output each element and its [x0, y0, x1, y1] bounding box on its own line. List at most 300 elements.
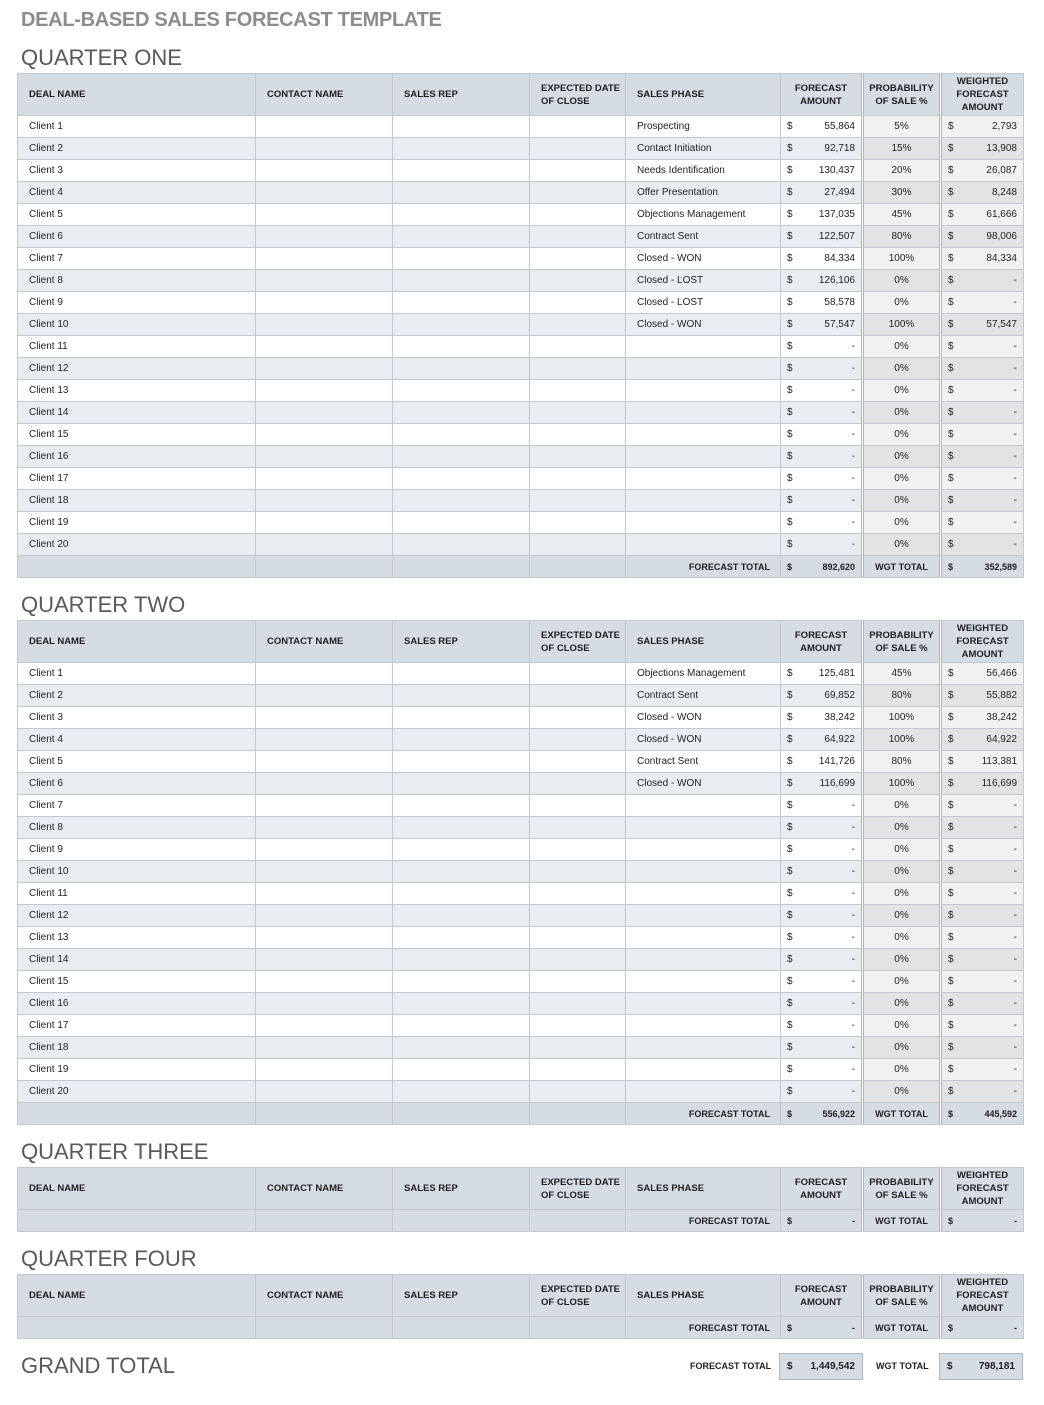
weighted-forecast-cell[interactable] [941, 751, 1024, 773]
probability-cell[interactable]: 100% [863, 773, 941, 795]
sales-phase-cell[interactable]: Objections Management [626, 204, 781, 226]
contact-name-cell[interactable] [256, 751, 393, 773]
sales-phase-cell[interactable]: Closed - WON [626, 729, 781, 751]
expected-date-cell[interactable] [530, 839, 626, 861]
sales-phase-cell[interactable] [626, 971, 781, 993]
weighted-forecast-cell[interactable] [941, 883, 1024, 905]
deal-name-cell[interactable]: Client 12 [18, 358, 256, 380]
forecast-amount-cell[interactable] [781, 993, 863, 1015]
deal-name-cell[interactable]: Client 17 [18, 1015, 256, 1037]
forecast-amount-cell[interactable] [781, 270, 863, 292]
deal-name-cell[interactable]: Client 11 [18, 336, 256, 358]
forecast-total-cell[interactable] [781, 1210, 863, 1232]
expected-date-cell[interactable] [530, 795, 626, 817]
forecast-amount-cell[interactable] [781, 971, 863, 993]
sales-phase-cell[interactable] [626, 795, 781, 817]
expected-date-cell[interactable] [530, 160, 626, 182]
contact-name-cell[interactable] [256, 160, 393, 182]
deal-name-cell[interactable]: Client 18 [18, 490, 256, 512]
contact-name-cell[interactable] [256, 380, 393, 402]
probability-cell[interactable]: 0% [863, 1059, 941, 1081]
expected-date-cell[interactable] [530, 270, 626, 292]
sales-phase-cell[interactable] [626, 1081, 781, 1103]
deal-name-cell[interactable]: Client 19 [18, 1059, 256, 1081]
probability-cell[interactable]: 45% [863, 204, 941, 226]
sales-rep-cell[interactable] [393, 1059, 530, 1081]
weighted-forecast-cell[interactable] [941, 949, 1024, 971]
sales-phase-cell[interactable] [626, 1015, 781, 1037]
contact-name-cell[interactable] [256, 116, 393, 138]
weighted-forecast-cell[interactable] [941, 839, 1024, 861]
forecast-amount-cell[interactable] [781, 468, 863, 490]
expected-date-cell[interactable] [530, 380, 626, 402]
expected-date-cell[interactable] [530, 204, 626, 226]
contact-name-cell[interactable] [256, 358, 393, 380]
sales-phase-cell[interactable]: Closed - LOST [626, 292, 781, 314]
expected-date-cell[interactable] [530, 446, 626, 468]
probability-cell[interactable]: 0% [863, 402, 941, 424]
weighted-forecast-cell[interactable] [941, 358, 1024, 380]
probability-cell[interactable]: 0% [863, 927, 941, 949]
probability-cell[interactable]: 0% [863, 380, 941, 402]
sales-rep-cell[interactable] [393, 182, 530, 204]
weighted-forecast-cell[interactable] [941, 490, 1024, 512]
grand-wgt-total-cell[interactable] [939, 1353, 1023, 1380]
expected-date-cell[interactable] [530, 116, 626, 138]
sales-phase-cell[interactable] [626, 468, 781, 490]
expected-date-cell[interactable] [530, 248, 626, 270]
contact-name-cell[interactable] [256, 270, 393, 292]
expected-date-cell[interactable] [530, 1015, 626, 1037]
sales-rep-cell[interactable] [393, 314, 530, 336]
sales-phase-cell[interactable] [626, 905, 781, 927]
sales-rep-cell[interactable] [393, 424, 530, 446]
contact-name-cell[interactable] [256, 424, 393, 446]
sales-rep-cell[interactable] [393, 993, 530, 1015]
sales-phase-cell[interactable] [626, 358, 781, 380]
sales-rep-cell[interactable] [393, 490, 530, 512]
probability-cell[interactable]: 0% [863, 512, 941, 534]
deal-name-cell[interactable]: Client 5 [18, 751, 256, 773]
deal-name-cell[interactable]: Client 19 [18, 512, 256, 534]
forecast-amount-cell[interactable] [781, 534, 863, 556]
contact-name-cell[interactable] [256, 905, 393, 927]
wgt-total-cell[interactable] [941, 1317, 1024, 1339]
sales-rep-cell[interactable] [393, 1037, 530, 1059]
weighted-forecast-cell[interactable] [941, 685, 1024, 707]
weighted-forecast-cell[interactable] [941, 292, 1024, 314]
probability-cell[interactable]: 15% [863, 138, 941, 160]
sales-phase-cell[interactable] [626, 993, 781, 1015]
sales-phase-cell[interactable]: Closed - WON [626, 248, 781, 270]
forecast-amount-cell[interactable] [781, 248, 863, 270]
sales-phase-cell[interactable]: Closed - LOST [626, 270, 781, 292]
contact-name-cell[interactable] [256, 512, 393, 534]
sales-phase-cell[interactable]: Offer Presentation [626, 182, 781, 204]
contact-name-cell[interactable] [256, 314, 393, 336]
sales-rep-cell[interactable] [393, 971, 530, 993]
forecast-amount-cell[interactable] [781, 949, 863, 971]
probability-cell[interactable]: 100% [863, 707, 941, 729]
expected-date-cell[interactable] [530, 468, 626, 490]
grand-forecast-total-cell[interactable] [779, 1353, 863, 1380]
deal-name-cell[interactable]: Client 20 [18, 1081, 256, 1103]
sales-rep-cell[interactable] [393, 270, 530, 292]
deal-name-cell[interactable]: Client 2 [18, 138, 256, 160]
weighted-forecast-cell[interactable] [941, 729, 1024, 751]
forecast-amount-cell[interactable] [781, 861, 863, 883]
deal-name-cell[interactable]: Client 7 [18, 248, 256, 270]
forecast-amount-cell[interactable] [781, 883, 863, 905]
contact-name-cell[interactable] [256, 402, 393, 424]
sales-rep-cell[interactable] [393, 512, 530, 534]
probability-cell[interactable]: 0% [863, 993, 941, 1015]
forecast-amount-cell[interactable] [781, 182, 863, 204]
sales-phase-cell[interactable] [626, 1037, 781, 1059]
weighted-forecast-cell[interactable] [941, 795, 1024, 817]
contact-name-cell[interactable] [256, 468, 393, 490]
expected-date-cell[interactable] [530, 1081, 626, 1103]
probability-cell[interactable]: 5% [863, 116, 941, 138]
sales-phase-cell[interactable] [626, 1059, 781, 1081]
probability-cell[interactable]: 0% [863, 795, 941, 817]
expected-date-cell[interactable] [530, 905, 626, 927]
deal-name-cell[interactable]: Client 13 [18, 380, 256, 402]
expected-date-cell[interactable] [530, 1059, 626, 1081]
contact-name-cell[interactable] [256, 861, 393, 883]
forecast-amount-cell[interactable] [781, 424, 863, 446]
contact-name-cell[interactable] [256, 182, 393, 204]
sales-phase-cell[interactable]: Contact Initiation [626, 138, 781, 160]
deal-name-cell[interactable]: Client 14 [18, 402, 256, 424]
sales-rep-cell[interactable] [393, 839, 530, 861]
sales-rep-cell[interactable] [393, 336, 530, 358]
weighted-forecast-cell[interactable] [941, 993, 1024, 1015]
sales-phase-cell[interactable] [626, 490, 781, 512]
forecast-amount-cell[interactable] [781, 380, 863, 402]
contact-name-cell[interactable] [256, 773, 393, 795]
probability-cell[interactable]: 0% [863, 424, 941, 446]
probability-cell[interactable]: 0% [863, 861, 941, 883]
expected-date-cell[interactable] [530, 707, 626, 729]
sales-rep-cell[interactable] [393, 729, 530, 751]
probability-cell[interactable]: 0% [863, 1081, 941, 1103]
deal-name-cell[interactable]: Client 1 [18, 116, 256, 138]
sales-phase-cell[interactable] [626, 949, 781, 971]
weighted-forecast-cell[interactable] [941, 226, 1024, 248]
weighted-forecast-cell[interactable] [941, 905, 1024, 927]
expected-date-cell[interactable] [530, 949, 626, 971]
sales-phase-cell[interactable] [626, 380, 781, 402]
deal-name-cell[interactable]: Client 11 [18, 883, 256, 905]
probability-cell[interactable]: 0% [863, 1037, 941, 1059]
forecast-amount-cell[interactable] [781, 292, 863, 314]
forecast-amount-cell[interactable] [781, 773, 863, 795]
sales-rep-cell[interactable] [393, 861, 530, 883]
expected-date-cell[interactable] [530, 663, 626, 685]
deal-name-cell[interactable]: Client 12 [18, 905, 256, 927]
expected-date-cell[interactable] [530, 402, 626, 424]
probability-cell[interactable]: 0% [863, 490, 941, 512]
forecast-amount-cell[interactable] [781, 663, 863, 685]
sales-rep-cell[interactable] [393, 949, 530, 971]
expected-date-cell[interactable] [530, 883, 626, 905]
sales-phase-cell[interactable] [626, 861, 781, 883]
forecast-amount-cell[interactable] [781, 1037, 863, 1059]
probability-cell[interactable]: 30% [863, 182, 941, 204]
weighted-forecast-cell[interactable] [941, 927, 1024, 949]
probability-cell[interactable]: 100% [863, 314, 941, 336]
sales-rep-cell[interactable] [393, 534, 530, 556]
deal-name-cell[interactable]: Client 1 [18, 663, 256, 685]
sales-rep-cell[interactable] [393, 402, 530, 424]
forecast-amount-cell[interactable] [781, 839, 863, 861]
expected-date-cell[interactable] [530, 817, 626, 839]
weighted-forecast-cell[interactable] [941, 402, 1024, 424]
forecast-amount-cell[interactable] [781, 817, 863, 839]
sales-phase-cell[interactable]: Prospecting [626, 116, 781, 138]
weighted-forecast-cell[interactable] [941, 773, 1024, 795]
sales-phase-cell[interactable] [626, 839, 781, 861]
sales-rep-cell[interactable] [393, 468, 530, 490]
forecast-amount-cell[interactable] [781, 336, 863, 358]
deal-name-cell[interactable]: Client 15 [18, 971, 256, 993]
sales-rep-cell[interactable] [393, 817, 530, 839]
deal-name-cell[interactable]: Client 17 [18, 468, 256, 490]
wgt-total-cell[interactable] [941, 1103, 1024, 1125]
contact-name-cell[interactable] [256, 248, 393, 270]
sales-rep-cell[interactable] [393, 248, 530, 270]
sales-rep-cell[interactable] [393, 927, 530, 949]
contact-name-cell[interactable] [256, 226, 393, 248]
expected-date-cell[interactable] [530, 226, 626, 248]
expected-date-cell[interactable] [530, 358, 626, 380]
probability-cell[interactable]: 0% [863, 446, 941, 468]
deal-name-cell[interactable]: Client 2 [18, 685, 256, 707]
contact-name-cell[interactable] [256, 138, 393, 160]
sales-rep-cell[interactable] [393, 160, 530, 182]
forecast-amount-cell[interactable] [781, 751, 863, 773]
probability-cell[interactable]: 80% [863, 226, 941, 248]
expected-date-cell[interactable] [530, 1037, 626, 1059]
contact-name-cell[interactable] [256, 795, 393, 817]
weighted-forecast-cell[interactable] [941, 1037, 1024, 1059]
forecast-amount-cell[interactable] [781, 729, 863, 751]
contact-name-cell[interactable] [256, 1037, 393, 1059]
sales-phase-cell[interactable]: Contract Sent [626, 685, 781, 707]
contact-name-cell[interactable] [256, 490, 393, 512]
contact-name-cell[interactable] [256, 729, 393, 751]
deal-name-cell[interactable]: Client 3 [18, 160, 256, 182]
probability-cell[interactable]: 45% [863, 663, 941, 685]
sales-rep-cell[interactable] [393, 663, 530, 685]
sales-phase-cell[interactable]: Objections Management [626, 663, 781, 685]
deal-name-cell[interactable]: Client 16 [18, 446, 256, 468]
weighted-forecast-cell[interactable] [941, 1015, 1024, 1037]
weighted-forecast-cell[interactable] [941, 817, 1024, 839]
sales-phase-cell[interactable]: Contract Sent [626, 226, 781, 248]
contact-name-cell[interactable] [256, 446, 393, 468]
weighted-forecast-cell[interactable] [941, 116, 1024, 138]
probability-cell[interactable]: 0% [863, 292, 941, 314]
forecast-amount-cell[interactable] [781, 446, 863, 468]
deal-name-cell[interactable]: Client 8 [18, 270, 256, 292]
forecast-total-cell[interactable] [781, 1103, 863, 1125]
deal-name-cell[interactable]: Client 18 [18, 1037, 256, 1059]
weighted-forecast-cell[interactable] [941, 314, 1024, 336]
probability-cell[interactable]: 0% [863, 1015, 941, 1037]
probability-cell[interactable]: 0% [863, 883, 941, 905]
deal-name-cell[interactable]: Client 3 [18, 707, 256, 729]
contact-name-cell[interactable] [256, 1081, 393, 1103]
deal-name-cell[interactable]: Client 6 [18, 226, 256, 248]
expected-date-cell[interactable] [530, 773, 626, 795]
forecast-amount-cell[interactable] [781, 226, 863, 248]
weighted-forecast-cell[interactable] [941, 446, 1024, 468]
probability-cell[interactable]: 20% [863, 160, 941, 182]
contact-name-cell[interactable] [256, 1059, 393, 1081]
forecast-amount-cell[interactable] [781, 402, 863, 424]
probability-cell[interactable]: 0% [863, 270, 941, 292]
expected-date-cell[interactable] [530, 182, 626, 204]
weighted-forecast-cell[interactable] [941, 512, 1024, 534]
deal-name-cell[interactable]: Client 20 [18, 534, 256, 556]
sales-phase-cell[interactable] [626, 534, 781, 556]
sales-phase-cell[interactable]: Contract Sent [626, 751, 781, 773]
expected-date-cell[interactable] [530, 512, 626, 534]
expected-date-cell[interactable] [530, 336, 626, 358]
contact-name-cell[interactable] [256, 927, 393, 949]
forecast-amount-cell[interactable] [781, 1059, 863, 1081]
sales-rep-cell[interactable] [393, 685, 530, 707]
forecast-amount-cell[interactable] [781, 358, 863, 380]
forecast-amount-cell[interactable] [781, 795, 863, 817]
forecast-total-cell[interactable] [781, 1317, 863, 1339]
weighted-forecast-cell[interactable] [941, 270, 1024, 292]
expected-date-cell[interactable] [530, 138, 626, 160]
deal-name-cell[interactable]: Client 9 [18, 292, 256, 314]
weighted-forecast-cell[interactable] [941, 707, 1024, 729]
probability-cell[interactable]: 0% [863, 534, 941, 556]
weighted-forecast-cell[interactable] [941, 380, 1024, 402]
contact-name-cell[interactable] [256, 993, 393, 1015]
sales-phase-cell[interactable] [626, 336, 781, 358]
sales-rep-cell[interactable] [393, 226, 530, 248]
sales-rep-cell[interactable] [393, 905, 530, 927]
deal-name-cell[interactable]: Client 13 [18, 927, 256, 949]
expected-date-cell[interactable] [530, 729, 626, 751]
probability-cell[interactable]: 0% [863, 817, 941, 839]
weighted-forecast-cell[interactable] [941, 468, 1024, 490]
sales-rep-cell[interactable] [393, 380, 530, 402]
deal-name-cell[interactable]: Client 4 [18, 182, 256, 204]
forecast-amount-cell[interactable] [781, 490, 863, 512]
sales-rep-cell[interactable] [393, 751, 530, 773]
expected-date-cell[interactable] [530, 314, 626, 336]
forecast-amount-cell[interactable] [781, 160, 863, 182]
sales-rep-cell[interactable] [393, 292, 530, 314]
expected-date-cell[interactable] [530, 971, 626, 993]
wgt-total-cell[interactable] [941, 1210, 1024, 1232]
contact-name-cell[interactable] [256, 707, 393, 729]
deal-name-cell[interactable]: Client 14 [18, 949, 256, 971]
forecast-amount-cell[interactable] [781, 1015, 863, 1037]
expected-date-cell[interactable] [530, 424, 626, 446]
sales-rep-cell[interactable] [393, 883, 530, 905]
weighted-forecast-cell[interactable] [941, 1059, 1024, 1081]
probability-cell[interactable]: 0% [863, 336, 941, 358]
sales-phase-cell[interactable] [626, 446, 781, 468]
contact-name-cell[interactable] [256, 817, 393, 839]
sales-rep-cell[interactable] [393, 358, 530, 380]
expected-date-cell[interactable] [530, 861, 626, 883]
contact-name-cell[interactable] [256, 971, 393, 993]
probability-cell[interactable]: 80% [863, 751, 941, 773]
sales-phase-cell[interactable]: Closed - WON [626, 773, 781, 795]
contact-name-cell[interactable] [256, 839, 393, 861]
expected-date-cell[interactable] [530, 292, 626, 314]
probability-cell[interactable]: 80% [863, 685, 941, 707]
sales-phase-cell[interactable] [626, 424, 781, 446]
sales-rep-cell[interactable] [393, 116, 530, 138]
deal-name-cell[interactable]: Client 15 [18, 424, 256, 446]
weighted-forecast-cell[interactable] [941, 424, 1024, 446]
sales-phase-cell[interactable] [626, 512, 781, 534]
expected-date-cell[interactable] [530, 534, 626, 556]
wgt-total-cell[interactable] [941, 556, 1024, 578]
weighted-forecast-cell[interactable] [941, 336, 1024, 358]
deal-name-cell[interactable]: Client 8 [18, 817, 256, 839]
sales-phase-cell[interactable] [626, 817, 781, 839]
forecast-amount-cell[interactable] [781, 685, 863, 707]
sales-phase-cell[interactable]: Closed - WON [626, 707, 781, 729]
contact-name-cell[interactable] [256, 336, 393, 358]
expected-date-cell[interactable] [530, 927, 626, 949]
weighted-forecast-cell[interactable] [941, 160, 1024, 182]
contact-name-cell[interactable] [256, 204, 393, 226]
probability-cell[interactable]: 0% [863, 949, 941, 971]
deal-name-cell[interactable]: Client 10 [18, 314, 256, 336]
weighted-forecast-cell[interactable] [941, 248, 1024, 270]
forecast-total-cell[interactable] [781, 556, 863, 578]
sales-rep-cell[interactable] [393, 1081, 530, 1103]
deal-name-cell[interactable]: Client 5 [18, 204, 256, 226]
forecast-amount-cell[interactable] [781, 1081, 863, 1103]
sales-phase-cell[interactable] [626, 883, 781, 905]
weighted-forecast-cell[interactable] [941, 1081, 1024, 1103]
sales-phase-cell[interactable]: Needs Identification [626, 160, 781, 182]
weighted-forecast-cell[interactable] [941, 204, 1024, 226]
contact-name-cell[interactable] [256, 663, 393, 685]
expected-date-cell[interactable] [530, 490, 626, 512]
contact-name-cell[interactable] [256, 883, 393, 905]
deal-name-cell[interactable]: Client 4 [18, 729, 256, 751]
probability-cell[interactable]: 0% [863, 905, 941, 927]
probability-cell[interactable]: 100% [863, 248, 941, 270]
probability-cell[interactable]: 0% [863, 971, 941, 993]
sales-rep-cell[interactable] [393, 138, 530, 160]
sales-rep-cell[interactable] [393, 773, 530, 795]
sales-phase-cell[interactable]: Closed - WON [626, 314, 781, 336]
contact-name-cell[interactable] [256, 685, 393, 707]
probability-cell[interactable]: 100% [863, 729, 941, 751]
contact-name-cell[interactable] [256, 1015, 393, 1037]
contact-name-cell[interactable] [256, 534, 393, 556]
contact-name-cell[interactable] [256, 292, 393, 314]
weighted-forecast-cell[interactable] [941, 663, 1024, 685]
forecast-amount-cell[interactable] [781, 905, 863, 927]
expected-date-cell[interactable] [530, 685, 626, 707]
